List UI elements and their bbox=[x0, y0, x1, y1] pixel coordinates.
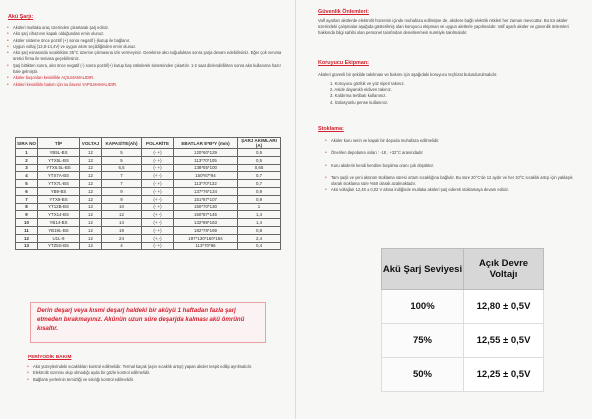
charge-level-table bbox=[381, 248, 544, 392]
table-cell: 1,4 bbox=[238, 211, 281, 219]
list-item: • Bağlantı yerlerinin temizliği ve sıkılığı kontrol edilmelidir. bbox=[27, 376, 135, 383]
table-cell: YTX7A-BS bbox=[38, 172, 80, 180]
list-item: • Kuru akülerin kendi kendine boşalma oranı çok düşüktür. bbox=[325, 162, 434, 169]
table-row bbox=[382, 358, 544, 392]
table-row bbox=[382, 290, 544, 324]
row-number: 2 bbox=[16, 156, 38, 164]
table-cell: 0,5 bbox=[238, 156, 281, 164]
table-cell: 14 bbox=[102, 219, 142, 227]
col-header: ŞARJ AKIMLARI (A) bbox=[238, 138, 281, 149]
maintenance-list bbox=[26, 364, 272, 383]
table-cell: 12 bbox=[80, 156, 102, 164]
list-item: • Aküleri kesinlikle bakım için su ilavesi YAPILMAMALIDIR. bbox=[7, 81, 118, 88]
table-cell: 0,65 bbox=[238, 164, 281, 172]
table-cell: 12 bbox=[80, 149, 102, 157]
row-number: 12 bbox=[16, 234, 38, 242]
table-row bbox=[16, 187, 281, 195]
table-cell: 12 bbox=[80, 203, 102, 211]
table-cell: 0,9 bbox=[238, 195, 281, 203]
table-cell: 12 bbox=[80, 172, 102, 180]
table-cell: (+ -) bbox=[142, 195, 174, 203]
list-item: • Akü şarj esnasında sıcaklıkları 35°C üzerine çıkmasına izin vermeyiniz. Gerekirse akü soğuduktan sonra şarja devam edebilirsiniz. Eğer çok ısınırsa üretici firma ile temasa geçebilirsiniz. bbox=[7, 50, 282, 62]
row-number: 1 bbox=[16, 149, 38, 157]
table-row bbox=[16, 180, 281, 188]
table-cell: 10 bbox=[102, 203, 142, 211]
table-cell: YB5L-BS bbox=[38, 149, 80, 157]
table-cell: 2,4 bbox=[238, 234, 281, 242]
table-row bbox=[16, 195, 281, 203]
table-cell: YTX5L-BS bbox=[38, 156, 80, 164]
storage-list bbox=[324, 138, 582, 194]
table-row bbox=[16, 149, 281, 157]
table-cell: 0,9 bbox=[238, 187, 281, 195]
warning-text: Derin deşarj veya kısmi deşarj haldeki bir aküyü 1 haftadan fazla şarj etmeden bırakmayınız. Akünün uzun süre deşarjda kalması akü ömrünü kısaltır. bbox=[37, 307, 245, 332]
charging-heading: Akü Şarjı: bbox=[8, 14, 34, 20]
table-cell: 12 bbox=[80, 234, 102, 242]
table-cell: 12 bbox=[80, 180, 102, 188]
list-item: • Şarj bittikten sonra, akü önce negatif (-) sonra pozitif(+) kutup baş sökülerek sisteminden çıkartılır. 1-2 saat dinlendirilikten sonra akü kullanıma hazır hale gelmiştir. bbox=[7, 62, 281, 75]
table-cell: 5 bbox=[102, 156, 142, 164]
table-cell: 19 bbox=[102, 226, 142, 234]
table-cell: YTX6.5L-BS bbox=[38, 164, 80, 172]
table-row bbox=[16, 156, 281, 164]
table-cell: YB14-BS bbox=[38, 219, 80, 227]
table-cell: 9 bbox=[102, 187, 142, 195]
table-cell: 7 bbox=[102, 172, 142, 180]
table-cell: 12 bbox=[102, 211, 142, 219]
table-cell: (- +) bbox=[142, 180, 174, 188]
table-cell: 132*89*163 bbox=[174, 219, 238, 227]
row-number: 13 bbox=[16, 242, 38, 250]
table-cell: 1 bbox=[238, 203, 281, 211]
table-cell: 4 bbox=[102, 242, 142, 250]
table-cell: 113*70*132 bbox=[174, 180, 238, 188]
row-number: 8 bbox=[16, 203, 38, 211]
list-item: • Uygun voltaj (13,8-14,4V) ve uygun akım seçildiğinden emin olunuz. bbox=[7, 43, 137, 50]
list-item: • Akü şarj cihazının kapalı olduğundan emin olunuz. bbox=[7, 31, 105, 38]
table-cell: 113*70*105 bbox=[174, 156, 238, 164]
voltage-cell: 12,55 ± 0,5V bbox=[464, 324, 544, 358]
table-cell: (- +) bbox=[142, 164, 174, 172]
table-row bbox=[16, 203, 281, 211]
table-cell: YTX14-BS bbox=[38, 211, 80, 219]
table-cell: 137*76*134 bbox=[174, 187, 238, 195]
table-cell: 150*87*94 bbox=[174, 172, 238, 180]
charging-list bbox=[6, 25, 288, 88]
level-cell: 50% bbox=[382, 358, 464, 392]
col-header: VOLTAJ bbox=[80, 138, 102, 149]
table-row bbox=[16, 234, 281, 242]
col-header: SIRA NO bbox=[16, 138, 38, 149]
table-cell: 120*60*129 bbox=[174, 149, 238, 157]
table-cell: 7 bbox=[102, 180, 142, 188]
safety-text: Valf ayarları akülerde elektrolit hücrenin içinde muhafaza edilmişse de, akülere bağlı elektrik riskleri her zaman mevcuttur. Bu tür aküler üzerindeki çalışmalar aşağıda gösterilmiş olan koruyucu ekipman ve uygun aletlerle yapılmalıdır. Valf ayarlı aküler ve güvenlik önlemleri hakkında bilgi sahibi olan personel tarafından denetlenmesi suretiyle takılmalıdır. bbox=[318, 18, 569, 36]
table-cell: (- +) bbox=[142, 156, 174, 164]
table-cell: 0,5 bbox=[238, 149, 281, 157]
equipment-heading: Koruyucu Ekipman: bbox=[318, 60, 369, 66]
table-cell: (- +) bbox=[142, 187, 174, 195]
table-cell: 151*87*107 bbox=[174, 195, 238, 203]
row-number: 9 bbox=[16, 211, 38, 219]
table-cell: YT12B-BS bbox=[38, 203, 80, 211]
row-number: 11 bbox=[16, 226, 38, 234]
table-cell: YTZ5S-BS bbox=[38, 242, 80, 250]
table-cell: (- +) bbox=[142, 149, 174, 157]
col-header: Açık Devre Voltajı bbox=[464, 249, 544, 290]
table-cell: 5 bbox=[102, 149, 142, 157]
table-cell: 0,8 bbox=[238, 226, 281, 234]
level-cell: 75% bbox=[382, 324, 464, 358]
storage-heading: Stoklama: bbox=[318, 126, 344, 132]
voltage-cell: 12,25 ± 0,5V bbox=[464, 358, 544, 392]
table-cell: 9 bbox=[102, 195, 142, 203]
table-cell: 12 bbox=[80, 242, 102, 250]
table-row bbox=[16, 211, 281, 219]
table-cell: 12 bbox=[80, 187, 102, 195]
row-number: 4 bbox=[16, 172, 38, 180]
table-cell: 6,5 bbox=[102, 164, 142, 172]
table-cell: 12 bbox=[80, 219, 102, 227]
table-cell: 24 bbox=[102, 234, 142, 242]
table-cell: (- +) bbox=[142, 203, 174, 211]
list-item: • Elektrolit sızıntısı olup olmadığı ayda bir gözle kontrol edilmelidir. bbox=[27, 370, 151, 377]
battery-table bbox=[15, 137, 281, 250]
maintenance-heading: PERİYODİK BAKIM bbox=[28, 355, 72, 360]
list-item: • Önerilen depolama ısıları : -18 , +32°C arasındadır bbox=[325, 150, 423, 157]
table-cell: 138*65*100 bbox=[174, 164, 238, 172]
table-cell: (+ -) bbox=[142, 219, 174, 227]
list-item: • Aküleri mutlaka araç üzerinden çıkartarak şarj ediniz. bbox=[7, 25, 110, 31]
list-item: 4. İzolasyonlu pense kullanınız. bbox=[330, 99, 389, 105]
equipment-text: Aküleri güvenli bir şekilde takılması ve bakımı için aşağıdaki koruyucu teçhizat bulundurulmalıdır. bbox=[318, 72, 498, 77]
table-cell: 12 bbox=[80, 226, 102, 234]
table-cell: (+ -) bbox=[142, 172, 174, 180]
table-row bbox=[16, 164, 281, 172]
list-item: • Akü yüzeylerindeki sıcaklıkları kontrol edilmelidir. Termal kaçak (aşırı sıcaklık artışı) yapan aküler tespit edilip ayrılmalıdır. bbox=[27, 364, 253, 370]
table-row bbox=[16, 172, 281, 180]
table-cell: 12 bbox=[80, 211, 102, 219]
table-cell: 0,7 bbox=[238, 172, 281, 180]
row-number: 5 bbox=[16, 180, 38, 188]
table-cell: YB19L-BS bbox=[38, 226, 80, 234]
table-cell: 1,4 bbox=[238, 219, 281, 227]
table-cell: YTX7L-BS bbox=[38, 180, 80, 188]
list-item: • Aküler sisteme önce pozitif (+) sonra negatif (-)kutup ile bağlanır. bbox=[7, 37, 131, 44]
warning-box bbox=[30, 302, 266, 343]
safety-heading: Güvenlik Önlemleri: bbox=[318, 9, 369, 15]
list-item: • Aküler kuru serin ve kapalı bir depoda muhafaza edilmelidir. bbox=[325, 138, 440, 144]
equipment-list bbox=[330, 81, 570, 106]
list-item: 1. Koruyucu gözlük ve yüz siperi takınız. bbox=[330, 81, 405, 86]
table-header-row bbox=[16, 138, 281, 149]
table-cell: YTX9-BS bbox=[38, 195, 80, 203]
col-header: KAPASİTE(Ah) bbox=[102, 138, 142, 149]
table-row bbox=[382, 324, 544, 358]
table-cell: 0,7 bbox=[238, 180, 281, 188]
col-header: TİP bbox=[38, 138, 80, 149]
level-cell: 100% bbox=[382, 290, 464, 324]
col-header: Akü Şarj Seviyesi bbox=[382, 249, 464, 290]
table-row bbox=[16, 219, 281, 227]
table-cell: 182*78*169 bbox=[174, 226, 238, 234]
table-header-row bbox=[382, 249, 544, 290]
col-header: POLARİTE bbox=[142, 138, 174, 149]
table-cell: YB9-BS bbox=[38, 187, 80, 195]
table-cell: 113*70*86 bbox=[174, 242, 238, 250]
table-cell: (- +) bbox=[142, 226, 174, 234]
table-cell: 0,4 bbox=[238, 242, 281, 250]
row-number: 3 bbox=[16, 164, 38, 172]
table-cell: 12 bbox=[80, 164, 102, 172]
voltage-cell: 12,80 ± 0,5V bbox=[464, 290, 544, 324]
list-item: • Akü voltajları 12,48 ± 0,02 V altına indiğinde mutlaka aküleri şarj ederek stoklamaya devam ediniz. bbox=[325, 187, 510, 194]
table-cell: (+,-) bbox=[142, 234, 174, 242]
table-cell: (+ -) bbox=[142, 211, 174, 219]
table-row bbox=[16, 226, 281, 234]
list-item: 2. Aside dayanıklı eldiven takınız. bbox=[330, 87, 392, 93]
row-number: 6 bbox=[16, 187, 38, 195]
table-row bbox=[16, 242, 281, 250]
col-header: EBATLAR E*B*Y (mm) bbox=[174, 138, 238, 149]
table-cell: 150*87*145 bbox=[174, 211, 238, 219]
table-cell: 197*130*160*184 bbox=[174, 234, 238, 242]
row-number: 10 bbox=[16, 219, 38, 227]
list-item: • Aküler buşonları kesinlikle AÇILMAMALIDIR. bbox=[7, 75, 95, 82]
list-item: 3. Kaldırma tertibatı kullanınız. bbox=[330, 93, 387, 99]
list-item: • Tam şarjlı ve yeni akünün stoklama süresi ortam sıcaklığına bağlıdır. Bu süre 20°C'de 12 aydır ve her 10°C sıcaklık artışı için yaklaşık olarak stoklama süre %50 olarak azalmaktadır. bbox=[325, 174, 573, 187]
table-cell: (- +) bbox=[142, 242, 174, 250]
table-cell: 150*70*130 bbox=[174, 203, 238, 211]
table-cell: 12 bbox=[80, 195, 102, 203]
row-number: 7 bbox=[16, 195, 38, 203]
table-cell: U1L-9 bbox=[38, 234, 80, 242]
